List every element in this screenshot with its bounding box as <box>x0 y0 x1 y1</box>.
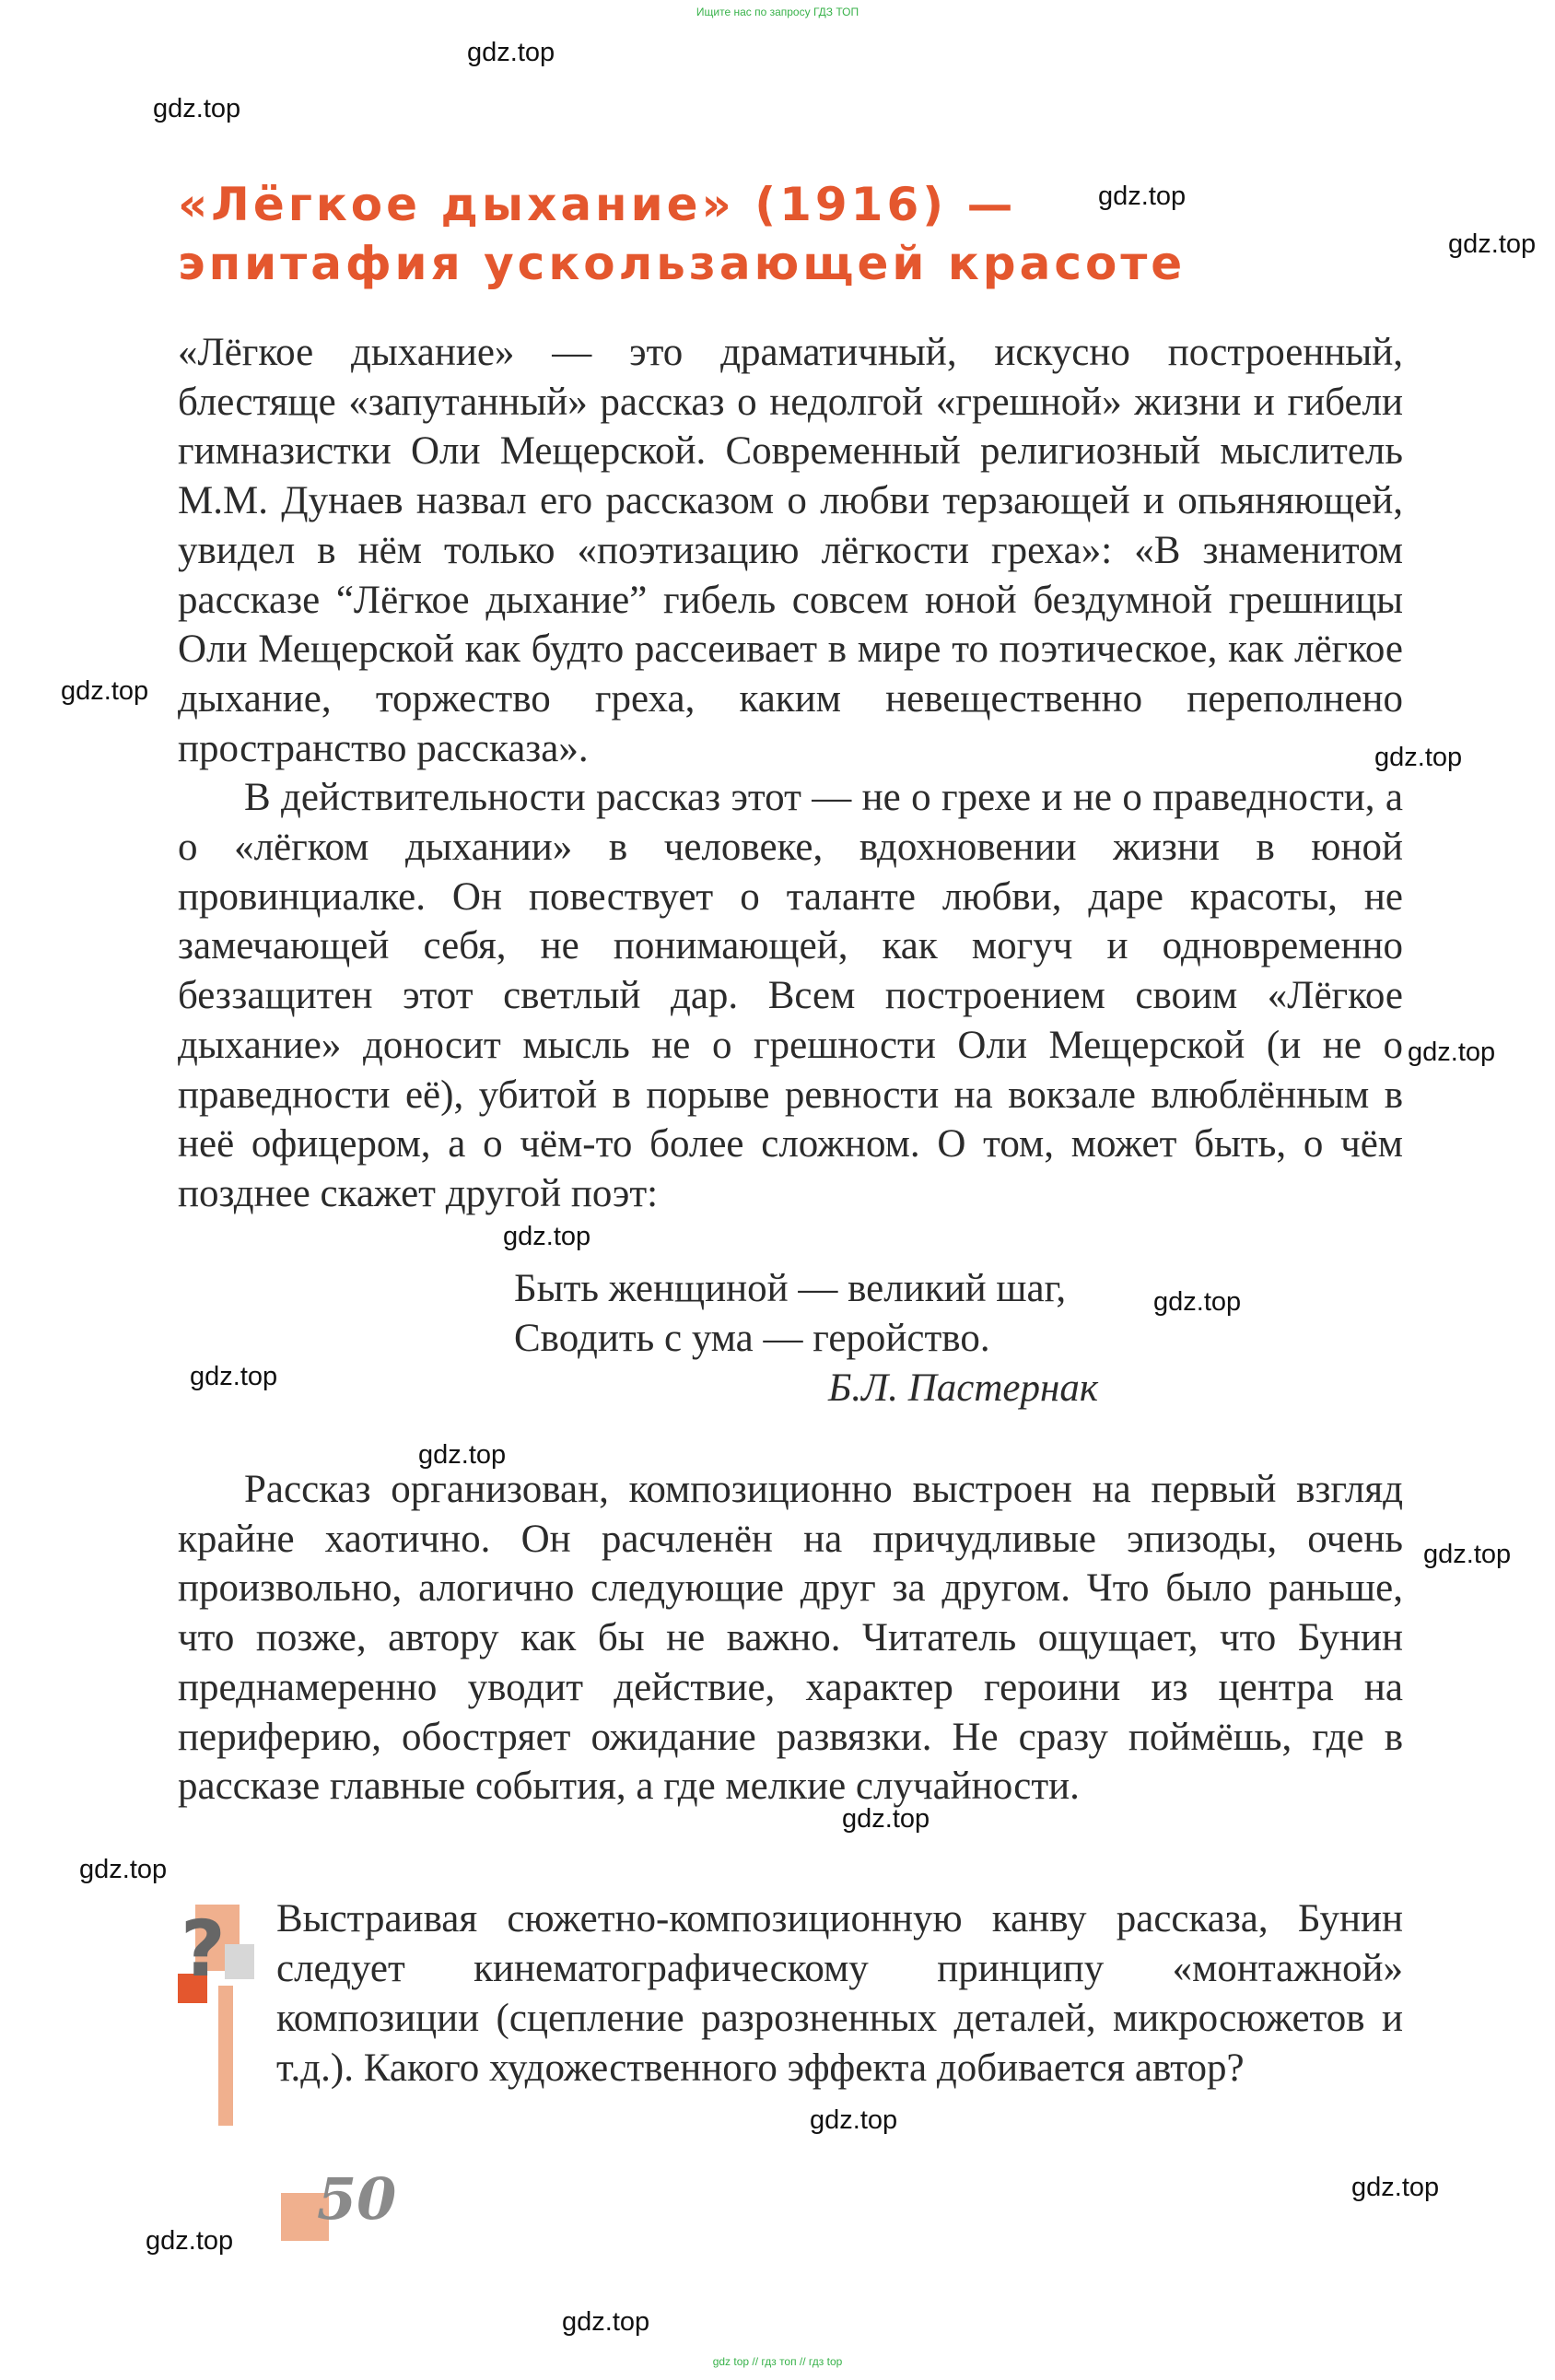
watermark: gdz.top <box>562 2307 650 2337</box>
watermark: gdz.top <box>503 1222 591 1251</box>
paragraph-1: «Лёгкое дыхание» — это драматичный, искусно построенный, блестяще «запутанный» рассказ о недолгой «грешной» жизни и гибели гимназистки Оли Мещерской. Современный религиозный мыслитель М.М. Дунаев назвал его рассказом о любви терзающей и опьяняющей, увидел в нём только «поэтизацию лёгкости греха»: «В знаменитом рассказе “Лёгкое дыхание” гибель совсем юной бездумной грешницы Оли Мещерской как будто рассеивает в мире то поэтическое, как лёгкое дыхание, торжество греха, каким невещественно переполнено пространство рассказа». <box>178 331 1403 770</box>
watermark: gdz.top <box>467 38 555 67</box>
question-decor-bar <box>218 1986 233 2126</box>
watermark: gdz.top <box>418 1440 507 1470</box>
watermark: gdz.top <box>810 2105 898 2135</box>
watermark: gdz.top <box>1448 229 1537 259</box>
poem-line-1: Быть женщиной — великий шаг, <box>514 1267 1067 1310</box>
watermark: gdz.top <box>1098 182 1187 211</box>
question-mark-icon: ? <box>181 1904 226 1994</box>
watermark: gdz.top <box>79 1855 168 1884</box>
top-banner: Ищите нас по запросу ГДЗ ТОП <box>696 6 859 18</box>
watermark: gdz.top <box>61 676 149 706</box>
page-number: 50 <box>317 2165 397 2233</box>
poem-line-2: Сводить с ума — геройство. <box>514 1317 990 1360</box>
watermark: gdz.top <box>190 1362 278 1391</box>
watermark: gdz.top <box>1408 1038 1496 1067</box>
paragraph-3: Рассказ организован, композиционно выстроен на первый взгляд крайне хаотично. Он расчленён на причудливые эпизоды, очень произвольно, алогично следующие друг за другом. Что было раньше, что позже, автору как бы не важно. Читатель ощущает, что Бунин преднамеренно уводит действие, характер героини из центра на периферию, обостряет ожидание развязки. Не сразу поймёшь, где в рассказе главные события, а где мелкие случайности. <box>178 1468 1403 1809</box>
body-text-lower <box>178 1465 1403 1811</box>
poem-author: Б.Л. Пастернак <box>828 1366 1098 1410</box>
paragraph-2: В действительности рассказ этот — не о грехе и не о праведности, а о «лёгком дыхании» в человеке, вдохновении жизни в юной провинциалке. Он повествует о таланте любви, даре красоты, не замечающей себя, не понимающей, как могуч и одновременно беззащитен этот светлый дар. Всем построением своим «Лёгкое дыхание» доносит мысль не о грешности Оли Мещерской (и не о праведности её), убитой в порыве ревности на вокзале влюблённым в неё офицером, а о чём-то более сложном. О том, может быть, о чём позднее скажет другой поэт: <box>178 776 1403 1215</box>
watermark: gdz.top <box>1374 743 1463 772</box>
bottom-banner: gdz top // гдз топ // гдз top <box>712 2355 843 2368</box>
watermark: gdz.top <box>1423 1540 1512 1569</box>
question-block <box>276 1894 1403 2093</box>
heading-line-1: «Лёгкое дыхание» (1916) — <box>178 178 1017 231</box>
heading-line-2: эпитафия ускользающей красоте <box>178 237 1187 290</box>
question-decor-block-grey <box>225 1944 254 1979</box>
question-text: Выстраивая сюжетно-композиционную канву рассказа, Бунин следует кинематографическому принципу «монтажной» композиции (сцепление разрозненных деталей, микросюжетов и т.д.). Какого художественного эффекта добивается автор? <box>276 1897 1403 2090</box>
poem-epigraph <box>514 1264 1159 1413</box>
watermark: gdz.top <box>146 2226 234 2256</box>
watermark: gdz.top <box>1351 2173 1440 2202</box>
watermark: gdz.top <box>842 1804 930 1834</box>
watermark: gdz.top <box>1153 1287 1242 1317</box>
watermark: gdz.top <box>153 94 241 123</box>
body-text-upper <box>178 328 1403 1219</box>
